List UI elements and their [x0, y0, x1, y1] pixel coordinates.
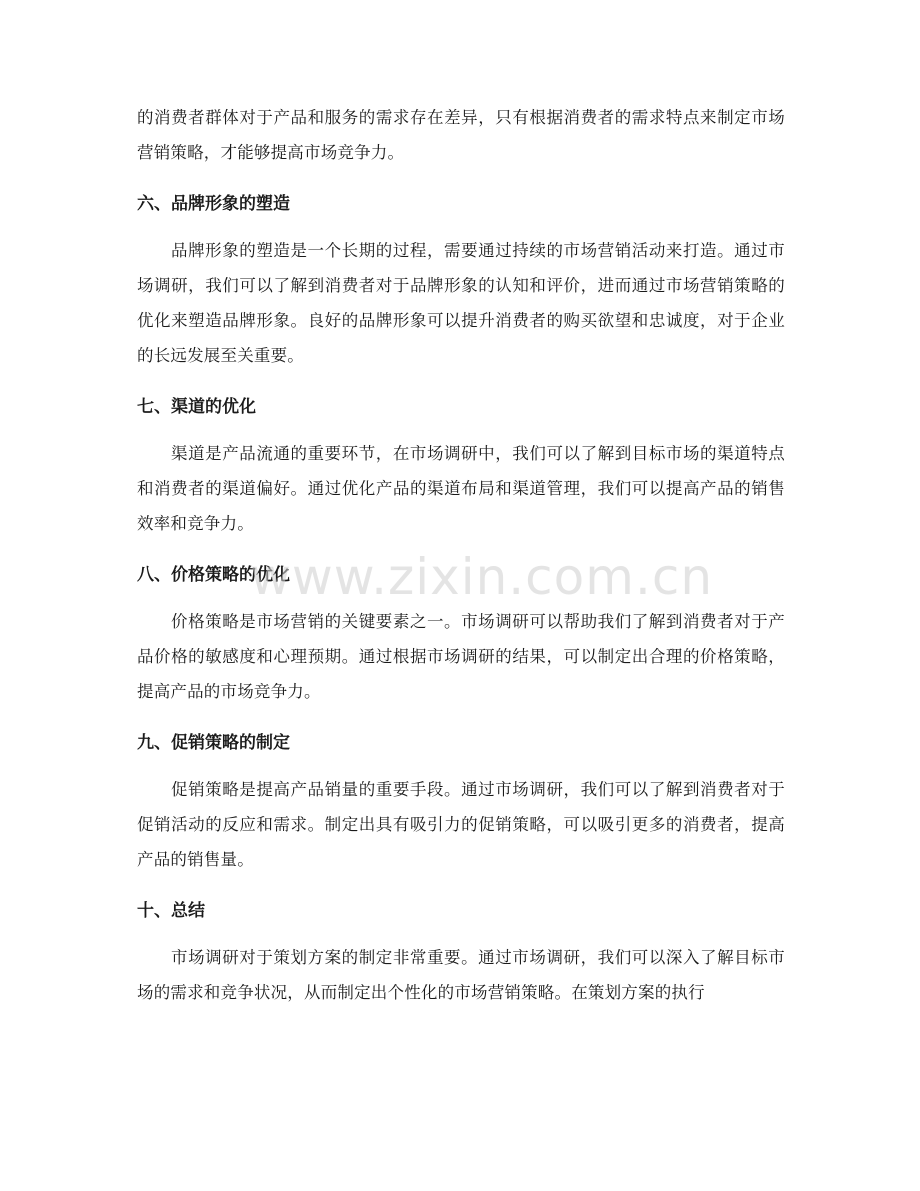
spacer [137, 170, 785, 187]
spacer [137, 877, 785, 894]
section-body-channel: 渠道是产品流通的重要环节，在市场调研中，我们可以了解到目标市场的渠道特点和消费者的渠道偏好。通过优化产品的渠道布局和渠道管理，我们可以提高产品的销售效率和竞争力。 [137, 444, 785, 533]
section-heading-summary: 十、总结 [137, 901, 205, 921]
section-body-brand-image: 品牌形象的塑造是一个长期的过程，需要通过持续的市场营销活动来打造。通过市场调研，我们可以了解到消费者对于品牌形象的认知和评价，进而通过市场营销策略的优化来塑造品牌形象。良好的品牌形象可以提升消费者的购买欲望和忠诚度，对于企业的长远发展至关重要。 [137, 241, 785, 365]
watermark-text: www.zixin.com.cn [250, 548, 714, 606]
section-heading-brand-image: 六、品牌形象的塑造 [137, 194, 290, 214]
spacer [137, 929, 785, 940]
section-heading-channel: 七、渠道的优化 [137, 397, 256, 417]
section-heading-pricing: 八、价格策略的优化 [137, 565, 290, 585]
spacer [137, 222, 785, 233]
spacer [137, 709, 785, 726]
spacer [137, 761, 785, 772]
intro-paragraph: 的消费者群体对于产品和服务的需求存在差异，只有根据消费者的需求特点来制定市场营销策略，才能够提高市场竞争力。 [137, 108, 785, 162]
section-body-pricing: 价格策略是市场营销的关键要素之一。市场调研可以帮助我们了解到消费者对于产品价格的敏感度和心理预期。通过根据市场调研的结果，可以制定出合理的价格策略，提高产品的市场竞争力。 [137, 612, 785, 701]
spacer [137, 373, 785, 390]
section-body-promotion: 促销策略是提高产品销量的重要手段。通过市场调研，我们可以了解到消费者对于促销活动的反应和需求。制定出具有吸引力的促销策略，可以吸引更多的消费者，提高产品的销售量。 [137, 780, 785, 869]
spacer [137, 425, 785, 436]
section-heading-promotion: 九、促销策略的制定 [137, 733, 290, 753]
section-body-summary: 市场调研对于策划方案的制定非常重要。通过市场调研，我们可以深入了解目标市场的需求和竞争状况，从而制定出个性化的市场营销策略。在策划方案的执行 [137, 948, 785, 1002]
